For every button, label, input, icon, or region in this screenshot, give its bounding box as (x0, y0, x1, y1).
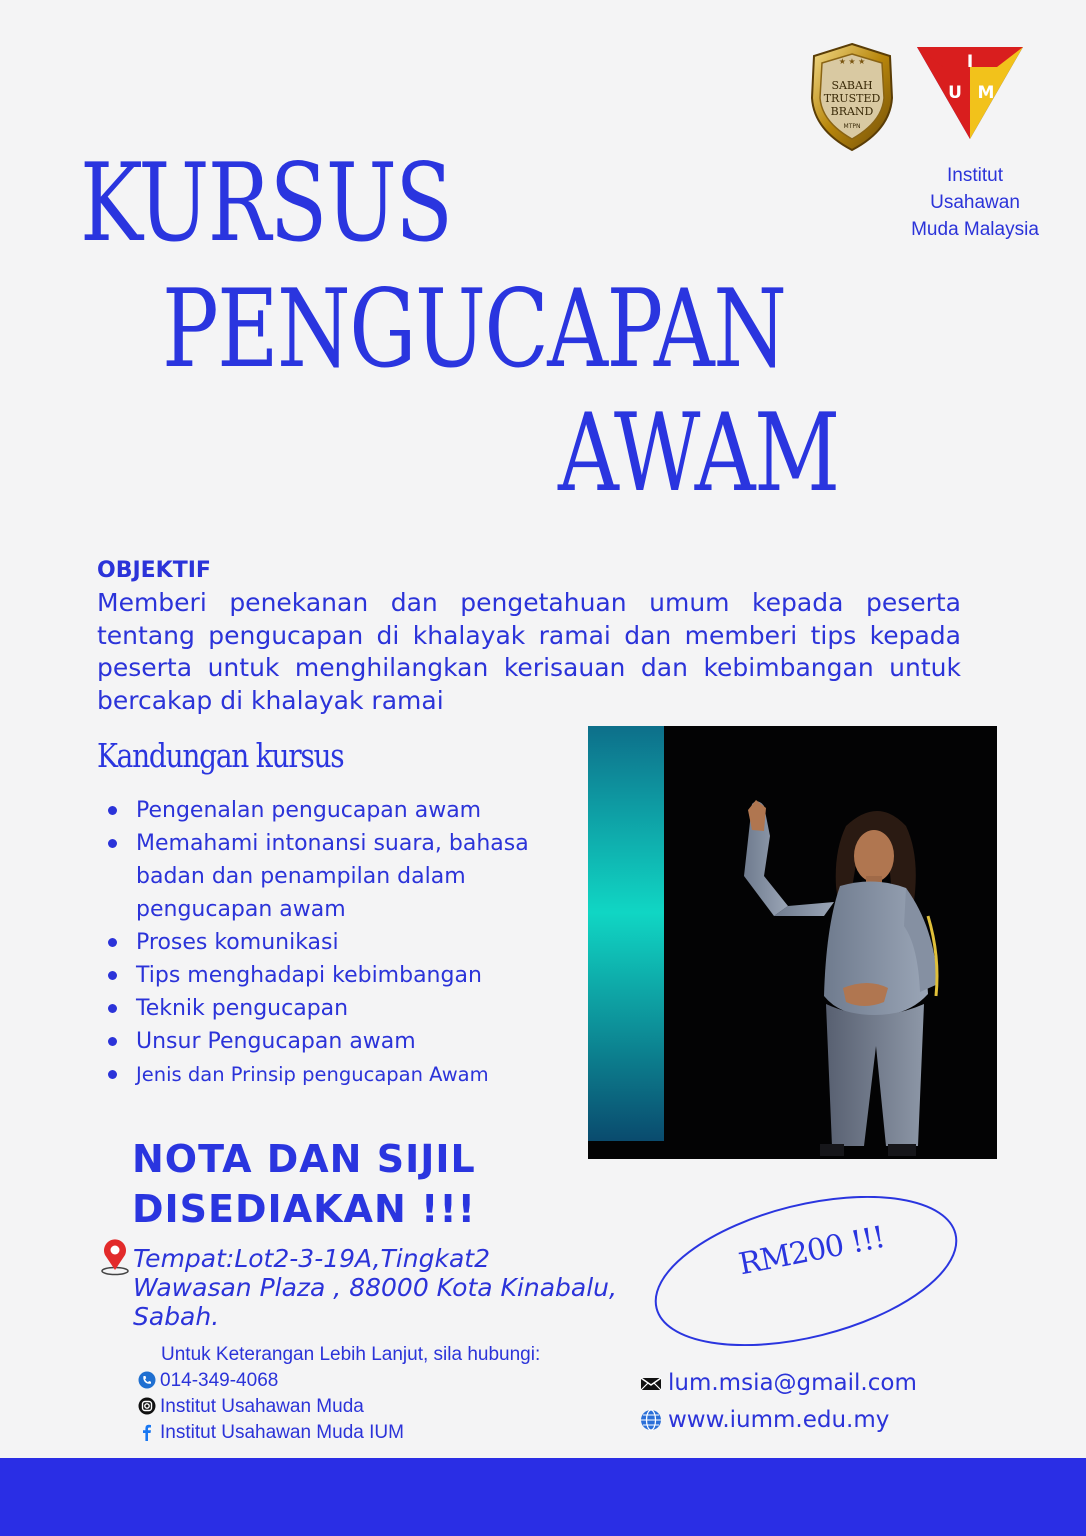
title-line-3: AWAM (558, 391, 839, 516)
list-item: Pengenalan pengucapan awam (104, 794, 544, 827)
location-pin-icon (97, 1236, 133, 1276)
course-content-list (104, 794, 544, 1091)
logo-letter-m: M (977, 83, 995, 103)
list-item: Memahami intonansi suara, bahasa badan dan penampilan dalam pengucapan awam (104, 827, 544, 926)
badge-text-3: BRAND (830, 105, 874, 118)
contact-email-text: lum.msia@gmail.com (668, 1370, 917, 1396)
course-content-heading: Kandungan kursus (97, 736, 344, 775)
contact-instagram-text: Institut Usahawan Muda (160, 1396, 364, 1417)
mail-icon (640, 1372, 662, 1394)
contact-website-text: www.iumm.edu.my (668, 1407, 890, 1433)
contact-website[interactable] (640, 1407, 889, 1433)
phone-icon (138, 1371, 156, 1389)
title-line-1: KURSUS (80, 141, 452, 266)
badge-text-sub: MTPN (843, 123, 861, 130)
notice-line-1: NOTA DAN SIJIL (132, 1137, 476, 1181)
contact-intro: Untuk Keterangan Lebih Lanjut, sila hubungi: (161, 1344, 541, 1365)
contact-phone[interactable] (138, 1370, 278, 1392)
price-ellipse (648, 1196, 964, 1346)
title-line-2: PENGUCAPAN (162, 267, 786, 392)
ium-logo (915, 45, 1025, 141)
venue-address (133, 1244, 653, 1331)
contact-facebook-text: Institut Usahawan Muda IUM (160, 1422, 404, 1443)
objective-heading: OBJEKTIF (97, 558, 211, 583)
contact-phone-text: 014-349-4068 (160, 1370, 279, 1391)
objective-text: Memberi penekanan dan pengetahuan umum kepada peserta tentang pengucapan di khalayak ramai dan memberi tips kepada peserta untuk menghilangkan kerisauan dan kebimbangan untuk bercakap di khalayak ramai (97, 588, 961, 715)
notice-line-2: DISEDIAKAN !!! (132, 1187, 476, 1231)
speaker-photo (588, 726, 997, 1159)
svg-text:★ ★ ★: ★ ★ ★ (838, 57, 866, 66)
badge-text-2: TRUSTED (823, 92, 881, 105)
list-item: Proses komunikasi (104, 926, 544, 959)
venue-line-2: Wawasan Plaza , 88000 Kota Kinabalu, (133, 1273, 617, 1302)
instagram-icon (138, 1397, 156, 1415)
list-item: Jenis dan Prinsip pengucapan Awam (104, 1058, 544, 1091)
contact-email[interactable] (640, 1370, 917, 1396)
list-item: Unsur Pengucapan awam (104, 1025, 544, 1058)
footer-bar (0, 1458, 1086, 1536)
org-name-line-1: Institut (947, 165, 1003, 186)
notes-certificate-notice (132, 1134, 476, 1234)
price-label: RM200 !!! (736, 1219, 888, 1283)
logo-letter-i: I (966, 52, 974, 72)
facebook-icon (138, 1423, 156, 1441)
organization-name (895, 162, 1055, 243)
org-name-line-3: Muda Malaysia (911, 219, 1039, 240)
logo-letter-u: U (948, 83, 962, 103)
list-item: Tips menghadapi kebimbangan (104, 959, 544, 992)
contact-instagram[interactable] (138, 1396, 364, 1418)
contact-facebook[interactable] (138, 1422, 404, 1444)
org-name-line-2: Usahawan (930, 192, 1020, 213)
venue-line-1: Tempat:Lot2-3-19A,Tingkat2 (133, 1244, 490, 1273)
list-item: Teknik pengucapan (104, 992, 544, 1025)
venue-line-3: Sabah. (133, 1302, 220, 1331)
globe-icon (640, 1409, 662, 1431)
sabah-trusted-brand-badge (806, 42, 898, 152)
badge-text-1: SABAH (831, 79, 873, 92)
